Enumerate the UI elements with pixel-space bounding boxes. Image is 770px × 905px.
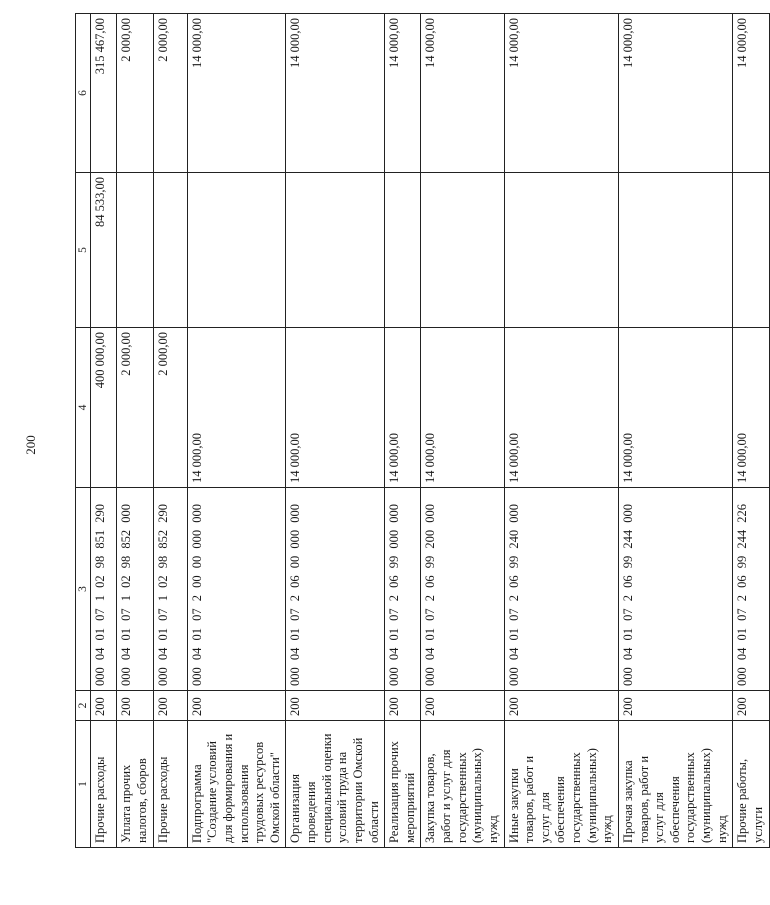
- row-col4: 400 000,00: [91, 328, 117, 488]
- row-code: 000 04 01 07 2 06 99 200 000: [421, 488, 504, 691]
- row-col5: [733, 173, 769, 328]
- row-name: Прочие работы, услуги: [733, 721, 769, 848]
- row-name: Уплата прочих налогов, сборов: [117, 721, 153, 848]
- row-col4: 14 000,00: [504, 328, 618, 488]
- row-gr: 200: [733, 691, 769, 721]
- header-row: [76, 14, 91, 848]
- row-col4: 14 000,00: [187, 328, 286, 488]
- row-gr: 200: [504, 691, 618, 721]
- row-col6: 14 000,00: [421, 14, 504, 173]
- table-row: [618, 14, 732, 848]
- row-code: 000 04 01 07 1 02 98 851 290: [91, 488, 117, 691]
- page-number: 200: [23, 435, 38, 455]
- row-col5: [153, 173, 187, 328]
- table-row: [187, 14, 286, 848]
- row-col4: 14 000,00: [733, 328, 769, 488]
- row-col5: [618, 173, 732, 328]
- row-col5: [385, 173, 421, 328]
- header-col-4: 4: [76, 328, 91, 488]
- row-col6: 14 000,00: [286, 14, 385, 173]
- row-gr: 200: [618, 691, 732, 721]
- row-gr: 200: [91, 691, 117, 721]
- budget-table: [75, 13, 770, 848]
- row-code: 000 04 01 07 2 06 99 240 000: [504, 488, 618, 691]
- table-row: [385, 14, 421, 848]
- row-code: 000 04 01 07 2 00 00 000 000: [187, 488, 286, 691]
- header-col-5: 5: [76, 173, 91, 328]
- row-col5: [286, 173, 385, 328]
- row-gr: 200: [187, 691, 286, 721]
- row-col4: 14 000,00: [421, 328, 504, 488]
- row-name: Прочие расходы: [91, 721, 117, 848]
- row-gr: 200: [117, 691, 153, 721]
- header-col-6: 6: [76, 14, 91, 173]
- row-code: 000 04 01 07 2 06 00 000 000: [286, 488, 385, 691]
- row-col4: 14 000,00: [286, 328, 385, 488]
- table-row: [733, 14, 769, 848]
- row-col4: 14 000,00: [618, 328, 732, 488]
- row-col5: 84 533,00: [91, 173, 117, 328]
- row-name: Прочие расходы: [153, 721, 187, 848]
- row-col5: [117, 173, 153, 328]
- header-col-3: 3: [76, 488, 91, 691]
- table-row: [153, 14, 187, 848]
- row-col6: 14 000,00: [733, 14, 769, 173]
- row-code: 000 04 01 07 1 02 98 852 000: [117, 488, 153, 691]
- row-name: Подпрограмма "Создание условий для формирования и использования трудовых ресурсов Омской области": [187, 721, 286, 848]
- row-col5: [187, 173, 286, 328]
- row-name: Прочая закупка товаров, работ и услуг для обеспечения государственных (муниципальных) нужд: [618, 721, 732, 848]
- row-col4: 14 000,00: [385, 328, 421, 488]
- row-col6: 315 467,00: [91, 14, 117, 173]
- header-col-2: 2: [76, 691, 91, 721]
- row-name: Закупка товаров, работ и услуг для государственных (муниципальных) нужд: [421, 721, 504, 848]
- row-col6: 2 000,00: [117, 14, 153, 173]
- row-code: 000 04 01 07 2 06 99 000 000: [385, 488, 421, 691]
- table-row: [504, 14, 618, 848]
- row-col6: 14 000,00: [618, 14, 732, 173]
- row-code: 000 04 01 07 2 06 99 244 000: [618, 488, 732, 691]
- row-col5: [504, 173, 618, 328]
- row-name: Иные закупки товаров, работ и услуг для обеспечения государственных (муниципальных) нужд: [504, 721, 618, 848]
- table-row: [286, 14, 385, 848]
- row-col4: 2 000,00: [153, 328, 187, 488]
- row-col6: 14 000,00: [187, 14, 286, 173]
- table-row: [421, 14, 504, 848]
- rotated-table-container: [75, 14, 765, 848]
- row-code: 000 04 01 07 2 06 99 244 226: [733, 488, 769, 691]
- row-gr: 200: [385, 691, 421, 721]
- row-name: Реализация прочих мероприятий: [385, 721, 421, 848]
- row-gr: 200: [286, 691, 385, 721]
- row-col4: 2 000,00: [117, 328, 153, 488]
- header-col-1: 1: [76, 721, 91, 848]
- row-col6: 14 000,00: [504, 14, 618, 173]
- row-col5: [421, 173, 504, 328]
- row-name: Организация проведения специальной оценки условий труда на территории Омской области: [286, 721, 385, 848]
- table-row: [117, 14, 153, 848]
- row-col6: 2 000,00: [153, 14, 187, 173]
- table-row: [91, 14, 117, 848]
- row-col6: 14 000,00: [385, 14, 421, 173]
- row-gr: 200: [421, 691, 504, 721]
- row-code: 000 04 01 07 1 02 98 852 290: [153, 488, 187, 691]
- row-gr: 200: [153, 691, 187, 721]
